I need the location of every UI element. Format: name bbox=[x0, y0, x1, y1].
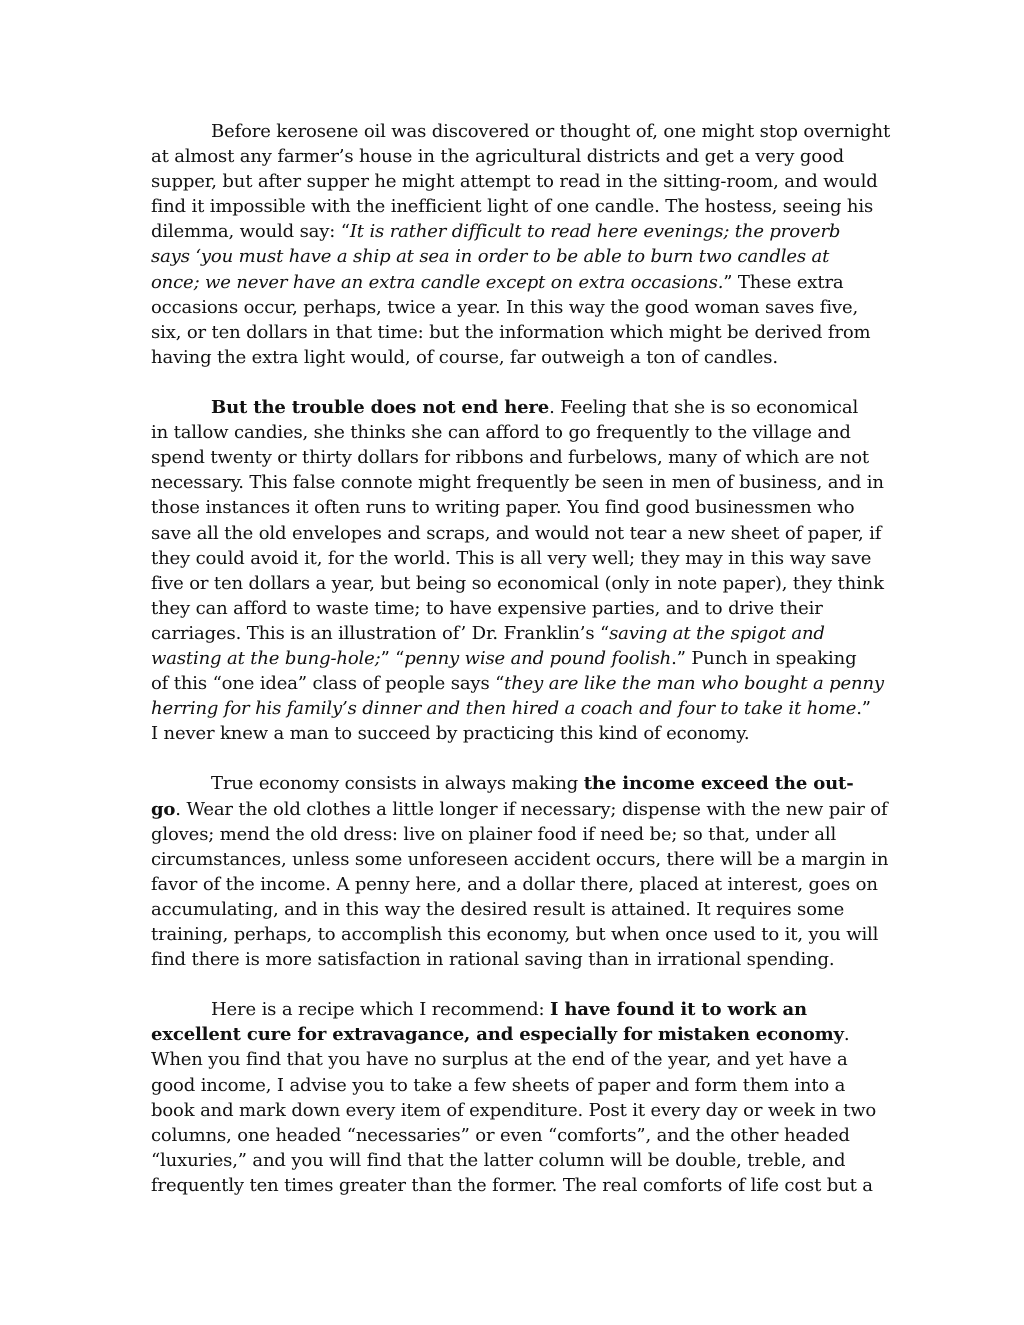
text-run: training, perhaps, to accomplish this economy, but when once used to it, you will bbox=[151, 924, 879, 945]
italic-run: once; we never have an extra candle except on extra occasions. bbox=[151, 271, 724, 293]
text-run: . Wear the old clothes a little longer if necessary; dispense with the new pair of bbox=[175, 798, 888, 820]
text-line bbox=[151, 521, 882, 546]
text-run: . bbox=[843, 1024, 850, 1046]
text-run: in tallow candies, she thinks she can afford to go frequently to the village and bbox=[151, 422, 851, 444]
text-line bbox=[151, 922, 879, 947]
text-run: Here is a recipe which I recommend: bbox=[211, 999, 550, 1021]
text-line bbox=[151, 1073, 875, 1098]
italic-run: wasting at the bung-hole; bbox=[151, 647, 381, 669]
text-line bbox=[151, 320, 875, 345]
text-run: carriages. This is an illustration of’ Dr. Franklin’s “ bbox=[151, 622, 610, 644]
text-run: of this “one idea” class of people says “ bbox=[151, 673, 505, 695]
italic-run: herring for his family’s dinner and then hired a coach and four to take it home bbox=[151, 698, 857, 720]
text-line bbox=[151, 872, 878, 897]
text-run: five or ten dollars a year, but being so economical (only in note paper), they think bbox=[151, 572, 884, 594]
text-run: supper, but after supper he might attempt to read in the sitting-room, and would bbox=[151, 171, 878, 193]
text-line bbox=[151, 345, 875, 370]
italic-run: saving at the spigot and bbox=[609, 622, 825, 644]
text-run: Before kerosene oil was discovered or thought of, one might stop overnight bbox=[211, 121, 891, 142]
italic-run: penny wise and pound foolish bbox=[404, 647, 672, 669]
bold-run: But the trouble does not end here bbox=[211, 397, 550, 419]
text-run: those instances it often runs to writing paper. You find good businessmen who bbox=[151, 497, 855, 519]
text-run: .” bbox=[856, 698, 871, 720]
text-line bbox=[151, 194, 875, 219]
text-line bbox=[151, 897, 875, 922]
text-line bbox=[151, 395, 875, 420]
bold-run: go bbox=[151, 798, 176, 820]
text-line bbox=[151, 1098, 875, 1123]
text-line bbox=[151, 420, 875, 445]
text-line bbox=[151, 947, 875, 972]
text-line bbox=[151, 1123, 875, 1148]
text-run: spend twenty or thirty dollars for ribbons and furbelows, many of which are not bbox=[151, 447, 869, 469]
text-line bbox=[151, 219, 875, 244]
text-run: occasions occur, perhaps, twice a year. In this way the good woman saves five, bbox=[151, 296, 859, 318]
text-line bbox=[151, 1148, 875, 1173]
text-run: True economy consists in always making bbox=[211, 773, 584, 795]
text-line bbox=[151, 119, 891, 144]
text-line bbox=[151, 997, 875, 1022]
text-run: favor of the income. A penny here, and a dollar there, placed at interest, goes on bbox=[151, 873, 878, 895]
text-line bbox=[151, 797, 888, 822]
text-run: six, or ten dollars in that time: but the information which might be derived from bbox=[151, 321, 871, 343]
paragraph bbox=[151, 771, 889, 972]
text-line bbox=[151, 169, 878, 194]
text-line bbox=[151, 546, 875, 571]
text-line bbox=[151, 771, 875, 796]
text-line bbox=[151, 696, 875, 721]
text-run: frequently ten times greater than the former. The real comforts of life cost but a bbox=[151, 1174, 873, 1196]
text-run: “luxuries,” and you will find that the latter column will be double, treble, and bbox=[151, 1149, 846, 1171]
italic-run: says ‘you must have a ship at sea in order to be able to burn two candles at bbox=[151, 246, 830, 268]
text-run: book and mark down every item of expenditure. Post it every day or week in two bbox=[151, 1099, 877, 1121]
text-line bbox=[151, 646, 875, 671]
text-line bbox=[151, 244, 875, 269]
text-run: columns, one headed “necessaries” or even “comforts”, and the other headed bbox=[151, 1124, 850, 1146]
text-run: .” Punch in speaking bbox=[671, 647, 857, 669]
text-run: accumulating, and in this way the desired result is attained. It requires some bbox=[151, 898, 845, 920]
italic-run: they are like the man who bought a penny bbox=[504, 673, 884, 695]
text-run: ” “ bbox=[380, 647, 405, 669]
text-run: gloves; mend the old dress: live on plainer food if need be; so that, under all bbox=[151, 823, 837, 845]
text-run: ” These extra bbox=[723, 271, 844, 293]
bold-run: I have found it to work an bbox=[549, 999, 807, 1021]
bold-run: excellent cure for extravagance, and especially for mistaken economy bbox=[151, 1024, 844, 1046]
text-run: good income, I advise you to take a few sheets of paper and form them into a bbox=[151, 1074, 846, 1096]
paragraph bbox=[151, 997, 875, 1198]
text-run: at almost any farmer’s house in the agricultural districts and get a very good bbox=[151, 146, 844, 168]
paragraph bbox=[151, 119, 891, 370]
text-line bbox=[151, 596, 875, 621]
text-run: find it impossible with the inefficient light of one candle. The hostess, seeing his bbox=[151, 196, 874, 218]
text-run: save all the old envelopes and scraps, and would not tear a new sheet of paper, if bbox=[151, 522, 882, 544]
text-line bbox=[151, 822, 875, 847]
bold-run: the income exceed the out- bbox=[583, 773, 854, 795]
text-run: dilemma, would say: “ bbox=[151, 221, 350, 243]
text-line bbox=[151, 495, 875, 520]
text-line bbox=[151, 621, 875, 646]
text-line bbox=[151, 1022, 875, 1047]
text-run: having the extra light would, of course, far outweigh a ton of candles. bbox=[151, 346, 778, 368]
text-run: necessary. This false connote might frequently be seen in men of business, and in bbox=[151, 472, 884, 494]
text-line bbox=[151, 571, 884, 596]
text-line bbox=[151, 445, 875, 470]
text-line bbox=[151, 295, 875, 320]
text-run: they can afford to waste time; to have expensive parties, and to drive their bbox=[151, 597, 823, 619]
text-run: circumstances, unless some unforeseen accident occurs, there will be a margin in bbox=[151, 848, 889, 870]
text-line bbox=[151, 721, 875, 746]
text-line bbox=[151, 270, 875, 295]
italic-run: It is rather difficult to read here evenings; the proverb bbox=[349, 221, 841, 243]
text-line bbox=[151, 671, 884, 696]
text-run: they could avoid it, for the world. This is all very well; they may in this way save bbox=[151, 547, 872, 569]
text-run: . Feeling that she is so economical bbox=[549, 397, 859, 419]
text-run: When you find that you have no surplus at the end of the year, and yet have a bbox=[151, 1049, 848, 1071]
document-page bbox=[151, 119, 891, 1198]
text-line bbox=[151, 1047, 875, 1072]
text-run: find there is more satisfaction in rational saving than in irrational spending. bbox=[151, 949, 835, 971]
text-line bbox=[151, 470, 884, 495]
paragraph bbox=[151, 395, 884, 746]
text-line bbox=[151, 144, 875, 169]
text-line bbox=[151, 847, 889, 872]
text-line bbox=[151, 1173, 875, 1198]
text-run: I never knew a man to succeed by practicing this kind of economy. bbox=[151, 723, 750, 745]
